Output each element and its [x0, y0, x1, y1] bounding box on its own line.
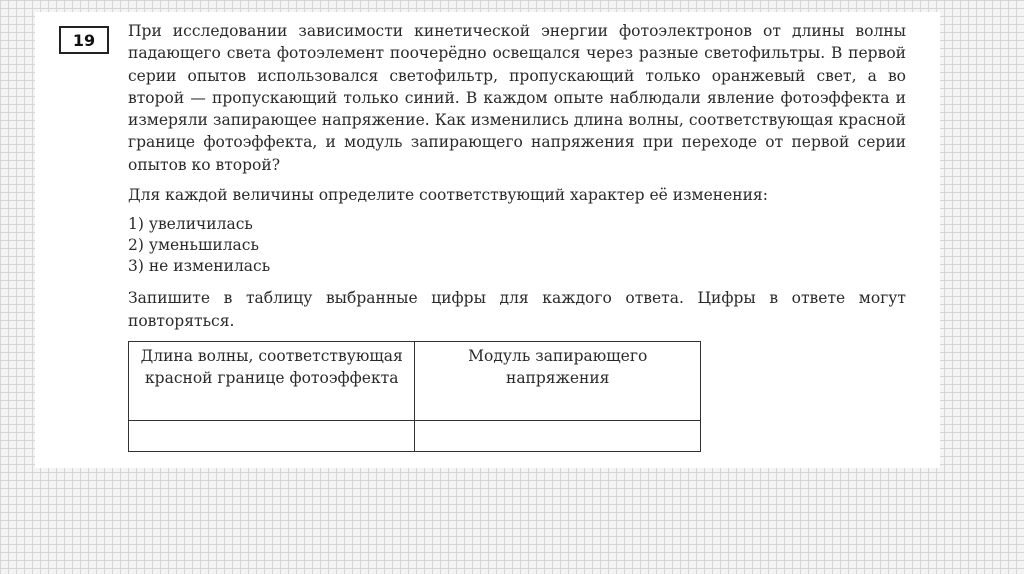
instruction-text: Запишите в таблицу выбранные цифры для каждого ответа. Цифры в ответе могут повторяться. — [128, 289, 906, 330]
task-sheet — [35, 12, 940, 468]
option-item: 1) увеличилась — [128, 215, 253, 234]
answer-table-header-row — [129, 341, 701, 420]
answer-table-input-row — [129, 420, 701, 451]
header-stopping-voltage: Модуль запирающего напряжения — [415, 341, 701, 420]
option-item: 3) не изменилась — [128, 257, 271, 276]
prompt-text: Для каждой величины определите соответствующий характер её изменения: — [128, 186, 768, 205]
answer-cell-stopping-voltage[interactable] — [415, 420, 701, 451]
options-list — [128, 214, 906, 277]
header-wavelength: Длина волны, соответствующая красной границе фотоэффекта — [129, 341, 415, 420]
answer-cell-wavelength[interactable] — [129, 420, 415, 451]
task-content — [128, 20, 906, 452]
answer-table — [128, 341, 701, 452]
task-number-box: 19 — [59, 26, 109, 54]
option-item: 2) уменьшилась — [128, 236, 259, 255]
question-text: При исследовании зависимости кинетической энергии фотоэлектронов от длины волны падающего света фотоэлемент поочерёдно освещался через разные светофильтры. В первой серии опытов использовался светофильтр, пропускающий только оранжевый свет, а во второй — пропускающий только синий. В каждом опыте наблюдали явление фотоэффекта и измеряли запирающее напряжение. Как изменились длина волны, соответствующая красной границе фотоэффекта, и модуль запирающего напряжения при переходе от первой серии опытов ко второй? — [128, 22, 906, 174]
